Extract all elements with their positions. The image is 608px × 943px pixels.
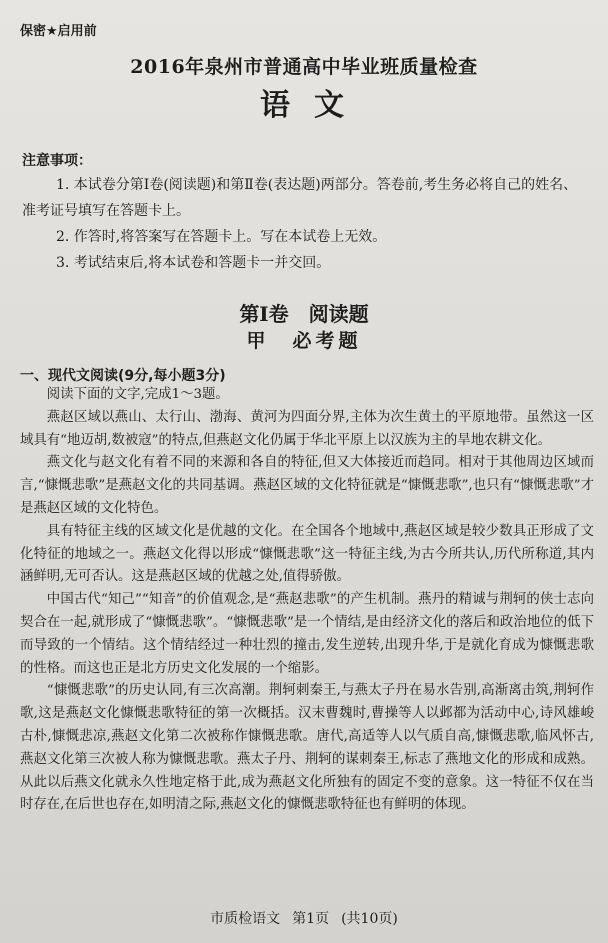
notes-title: 注意事项： — [22, 153, 92, 169]
note-text-3: 3. 考试结束后,将本试卷和答题卡一并交回。 — [56, 255, 331, 271]
footer-page: 第1页 — [292, 911, 330, 927]
passage-paragraph-3: 具有特征主线的区域文化是优越的文化。在全国各个地域中,燕赵区域是较少数具正形成了文化特征的地域之一。燕赵文化得以形成“慷慨悲歌”这一特征主线,为古今所共认,历代所称道,其内涵鲜明,无可否认。这是燕赵区域的优越之处,值得骄傲。 — [20, 523, 594, 585]
instruction-text: 阅读下面的文字,完成1～3题。 — [46, 387, 229, 402]
passage-paragraph-1: 燕赵区域以燕山、太行山、渤海、黄河为四面分界,主体为次生黄土的平原地带。虽然这一区域具有“地迈胡,数被寇”的特点,但燕赵文化仍属于华北平原上以汉族为主的旱地农耕文化。 — [20, 409, 594, 448]
note-text-2: 2. 作答时,将答案写在答题卡上。写在本试卷上无效。 — [56, 229, 387, 245]
note-text-1: 1. 本试卷分第Ⅰ卷(阅读题)和第Ⅱ卷(表达题)两部分。答卷前,考生务必将自己的姓名、准考证号填写在答题卡上。 — [22, 177, 578, 219]
part-title: 第Ⅰ卷 阅读题 — [239, 302, 369, 326]
section-heading: 一、现代文阅读(9分,每小题3分) — [20, 368, 226, 384]
page-footer — [0, 908, 608, 928]
passage-paragraph-2: 燕文化与赵文化有着不同的来源和各自的特征,但又大体接近而趋同。相对于其他周边区域而言,“慷慨悲歌”是燕赵文化的共同基调。燕赵区域的文化特征就是“慷慨悲歌”,也只有“慷慨悲歌”才是燕赵区域的文化特色。 — [20, 455, 594, 516]
footer-label: 市质检语文 — [210, 911, 281, 927]
exam-title: 2016年泉州市普通高中毕业班质量检查 — [130, 56, 478, 78]
note-item-3 — [22, 250, 590, 276]
footer-total: (共10页) — [341, 911, 398, 927]
secret-label: 保密★启用前 — [20, 24, 97, 39]
note-item-2 — [22, 224, 590, 250]
passage-paragraph-5: “慷慨悲歌”的历史认同,有三次高潮。荆轲刺秦王,与燕太子丹在易水告别,高渐离击筑,荆轲作歌,这是燕赵文化慷慨悲歌特征的第一次概括。汉末曹魏时,曹操等人以邺都为活动中心,诗风雄峻古朴,慷慨悲凉,燕赵文化第二次被称作慷慨悲歌。唐代,高适等人以气质自高,慷慨悲歌,临风怀古,燕赵文化第三次被人称为慷慨悲歌。燕太子丹、荆轲的谋刺秦王,标志了燕地文化的形成和成熟。从此以后燕文化就永久性地定格于此,成为燕赵文化所独有的固定不变的意象。这一特征不仅在当时存在,在后世也存在,如明清之际,燕赵文化的慷慨悲歌特征也有鲜明的体现。 — [20, 683, 594, 813]
passage-paragraph-4: 中国古代“知己”“知音”的价值观念,是“燕赵悲歌”的产生机制。燕丹的精诚与荆轲的侠士志向契合在一起,就形成了“慷慨悲歌”。“慷慨悲歌”是一个情结,是由经济文化的落后和政治地位的低下而导致的一个情结。这个情结经过一种壮烈的撞击,发生逆转,出现升华,于是就化育成为慷慨悲歌的性格。而这也正是北方历史文化发展的一个缩影。 — [20, 592, 594, 676]
subject-title: 语文 — [260, 88, 368, 123]
note-item-1 — [22, 172, 590, 224]
reading-passage — [20, 384, 594, 817]
part-subtitle: 甲 必考题 — [246, 330, 362, 352]
